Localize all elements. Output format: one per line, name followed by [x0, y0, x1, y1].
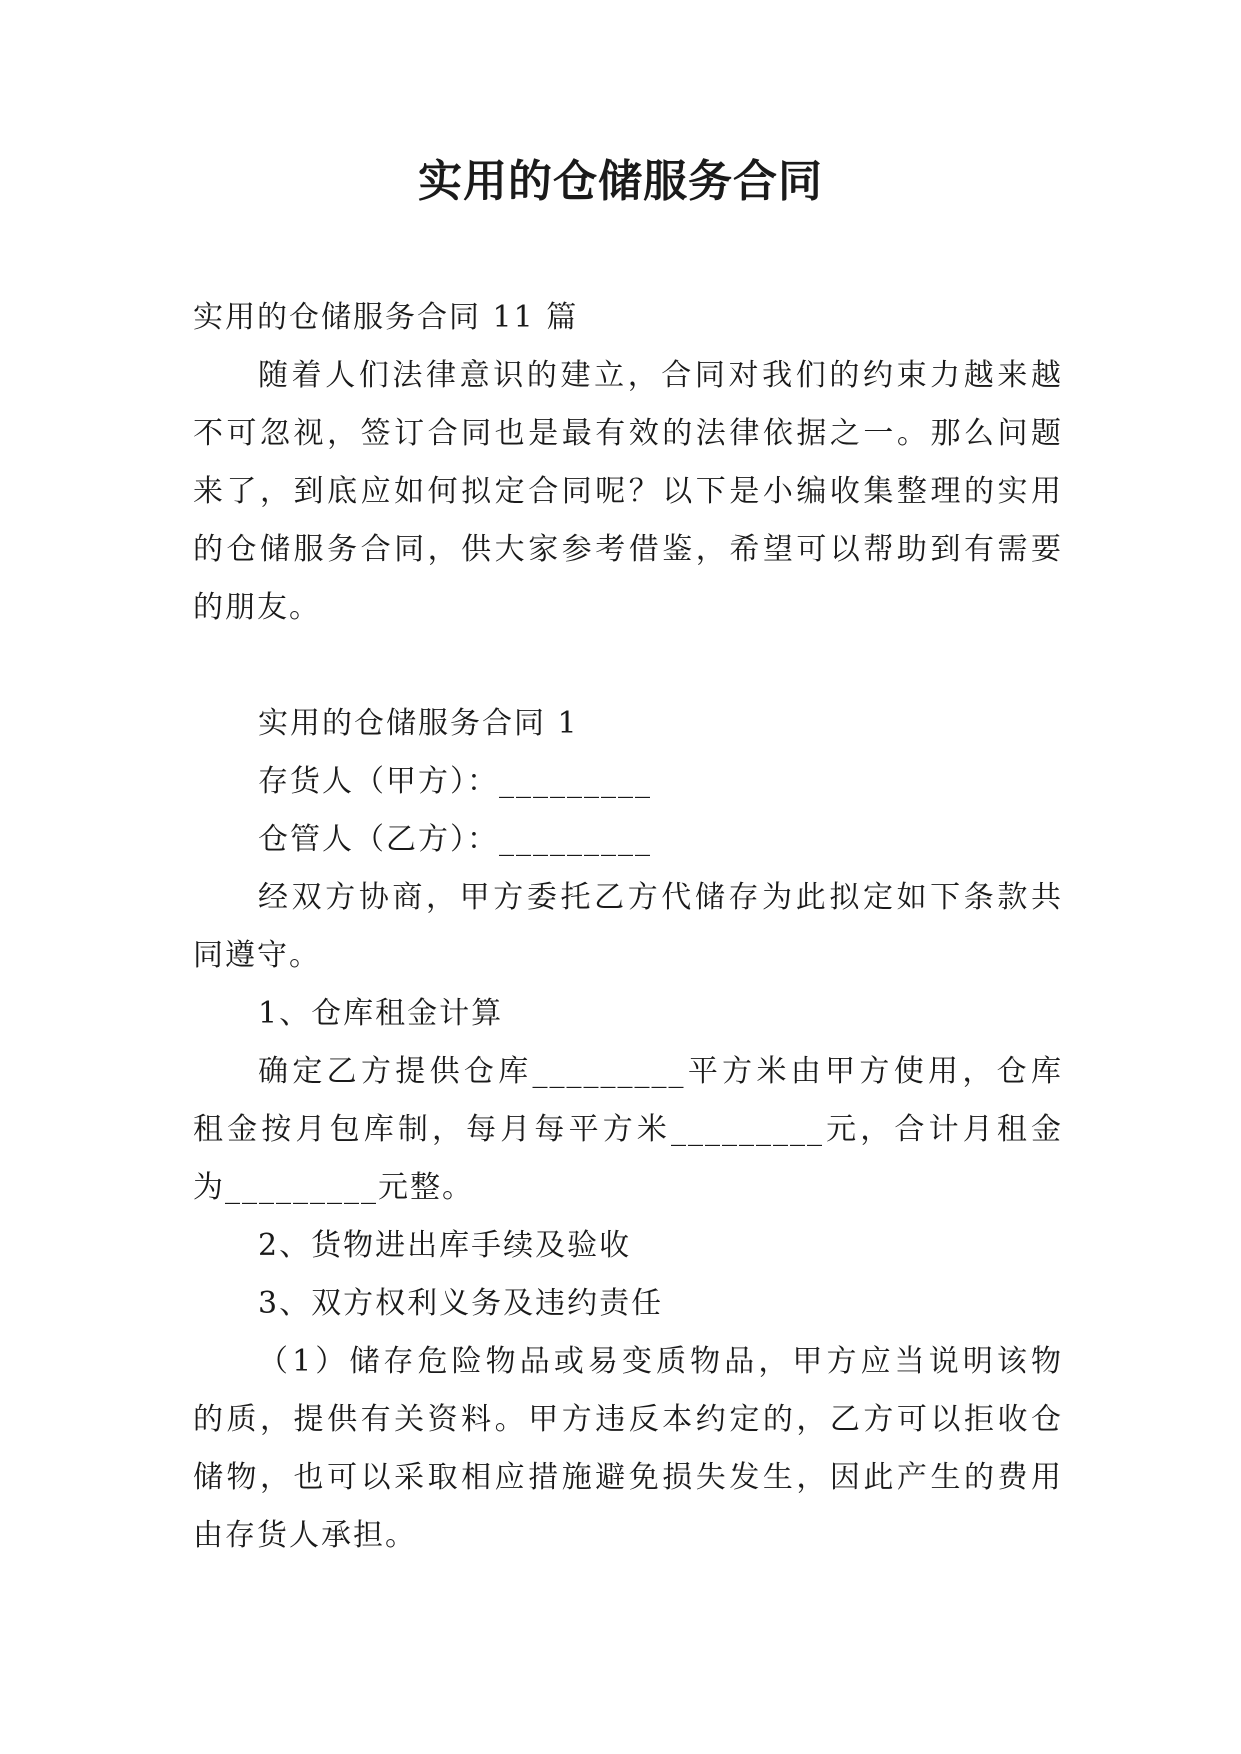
paragraph-line: 的仓储服务合同，供大家参考借鉴，希望可以帮助到有需要 [193, 532, 1063, 567]
clause-heading: 1、仓库租金计算 [258, 996, 504, 1031]
clause-heading: 2、货物进出库手续及验收 [258, 1228, 632, 1263]
document-title: 实用的仓储服务合同 [418, 156, 823, 207]
paragraph-line: 不可忽视，签订合同也是最有效的法律依据之一。那么问题 [193, 416, 1063, 451]
paragraph-line: （1）储存危险物品或易变质物品，甲方应当说明该物 [258, 1344, 1063, 1379]
paragraph-line: 随着人们法律意识的建立，合同对我们的约束力越来越 [258, 358, 1063, 393]
paragraph-line: 来了，到底应如何拟定合同呢？以下是小编收集整理的实用 [193, 474, 1063, 509]
paragraph-line: 为_________元整。 [193, 1170, 474, 1205]
paragraph-line: 的朋友。 [193, 590, 321, 625]
section-heading: 实用的仓储服务合同 1 [258, 706, 579, 741]
paragraph-line: 储物，也可以采取相应措施避免损失发生，因此产生的费用 [193, 1460, 1063, 1495]
paragraph-line: 确定乙方提供仓库_________平方米由甲方使用，仓库 [258, 1054, 1063, 1089]
party-b-line: 仓管人（乙方）：_________ [258, 822, 652, 857]
clause-heading: 3、双方权利义务及违约责任 [258, 1286, 664, 1321]
paragraph-line: 同遵守。 [193, 938, 321, 973]
party-a-line: 存货人（甲方）：_________ [258, 764, 652, 799]
subtitle-line: 实用的仓储服务合同 11 篇 [193, 300, 579, 335]
paragraph-line: 由存货人承担。 [193, 1518, 417, 1553]
paragraph-line: 的质，提供有关资料。甲方违反本约定的，乙方可以拒收仓 [193, 1402, 1063, 1437]
paragraph-line: 租金按月包库制，每月每平方米_________元，合计月租金 [193, 1112, 1063, 1147]
paragraph-line: 经双方协商，甲方委托乙方代储存为此拟定如下条款共 [258, 880, 1063, 915]
